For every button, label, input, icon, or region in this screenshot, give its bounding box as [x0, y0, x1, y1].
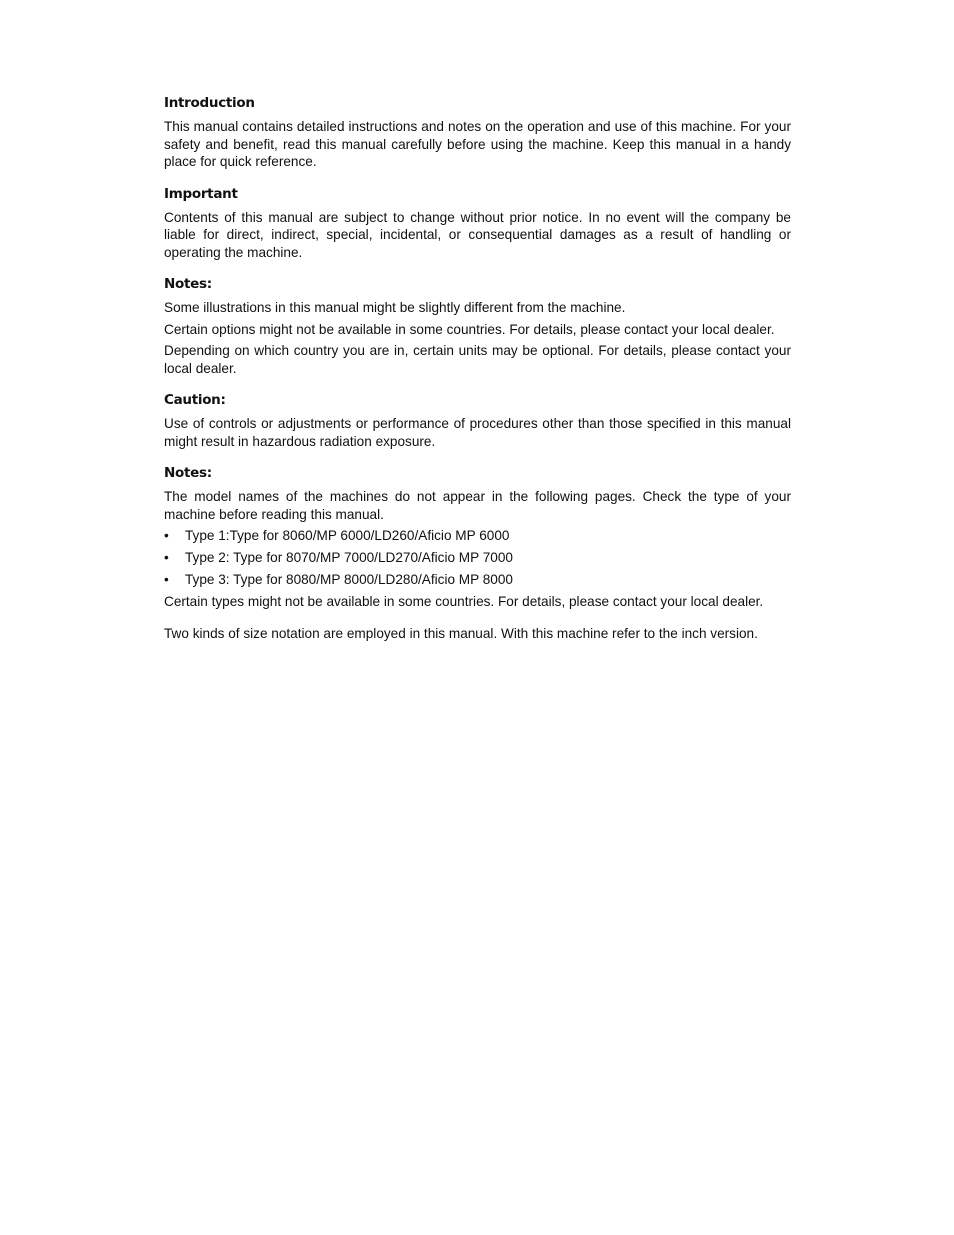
notes-paragraph-options: Certain options might not be available in some countries. For details, please contact your local dealer.	[164, 321, 775, 337]
notes-paragraph-units: Depending on which country you are in, certain units may be optional. For details, please contact your local dealer.	[164, 343, 791, 376]
important-section	[164, 185, 791, 262]
notes-section-1	[164, 275, 791, 377]
list-item	[164, 571, 791, 589]
bullet-icon: •	[164, 550, 169, 565]
introduction-heading: Introduction	[164, 95, 255, 111]
notes-paragraph-illustrations: Some illustrations in this manual might be slightly different from the machine.	[164, 300, 626, 315]
list-item-text: Type 2: Type for 8070/MP 7000/LD270/Aficio MP 7000	[185, 550, 513, 565]
bullet-icon: •	[164, 572, 169, 587]
notes-model-names-paragraph: The model names of the machines do not appear in the following pages. Check the type of your machine before reading this manual.	[164, 489, 791, 522]
list-item-text: Type 3: Type for 8080/MP 8000/LD280/Aficio MP 8000	[185, 572, 513, 587]
machine-type-list	[164, 527, 791, 589]
introduction-paragraph: This manual contains detailed instructions and notes on the operation and use of this machine. For your safety and benefit, read this manual carefully before using the machine. Keep this manual in a handy place for quick reference.	[164, 119, 791, 169]
notes-heading-2: Notes:	[164, 465, 212, 481]
notes-section-2	[164, 464, 791, 611]
caution-heading: Caution:	[164, 392, 226, 408]
list-item	[164, 527, 791, 545]
caution-paragraph: Use of controls or adjustments or performance of procedures other than those specified in this manual might result in hazardous radiation exposure.	[164, 416, 791, 449]
notes-heading-1: Notes:	[164, 276, 212, 292]
caution-section	[164, 391, 791, 450]
bullet-icon: •	[164, 528, 169, 543]
introduction-section	[164, 94, 791, 171]
important-heading: Important	[164, 185, 238, 202]
list-item	[164, 549, 791, 567]
list-item-text: Type 1:Type for 8060/MP 6000/LD260/Aficio MP 6000	[185, 528, 510, 543]
notes-types-availability-paragraph: Certain types might not be available in some countries. For details, please contact your local dealer.	[164, 594, 764, 609]
size-notation-paragraph: Two kinds of size notation are employed in this manual. With this machine refer to the inch version.	[164, 625, 758, 641]
important-paragraph: Contents of this manual are subject to change without prior notice. In no event will the company be liable for direct, indirect, special, incidental, or consequential damages as a result of handling or operating the machine.	[164, 209, 791, 260]
manual-front-matter	[164, 94, 791, 642]
